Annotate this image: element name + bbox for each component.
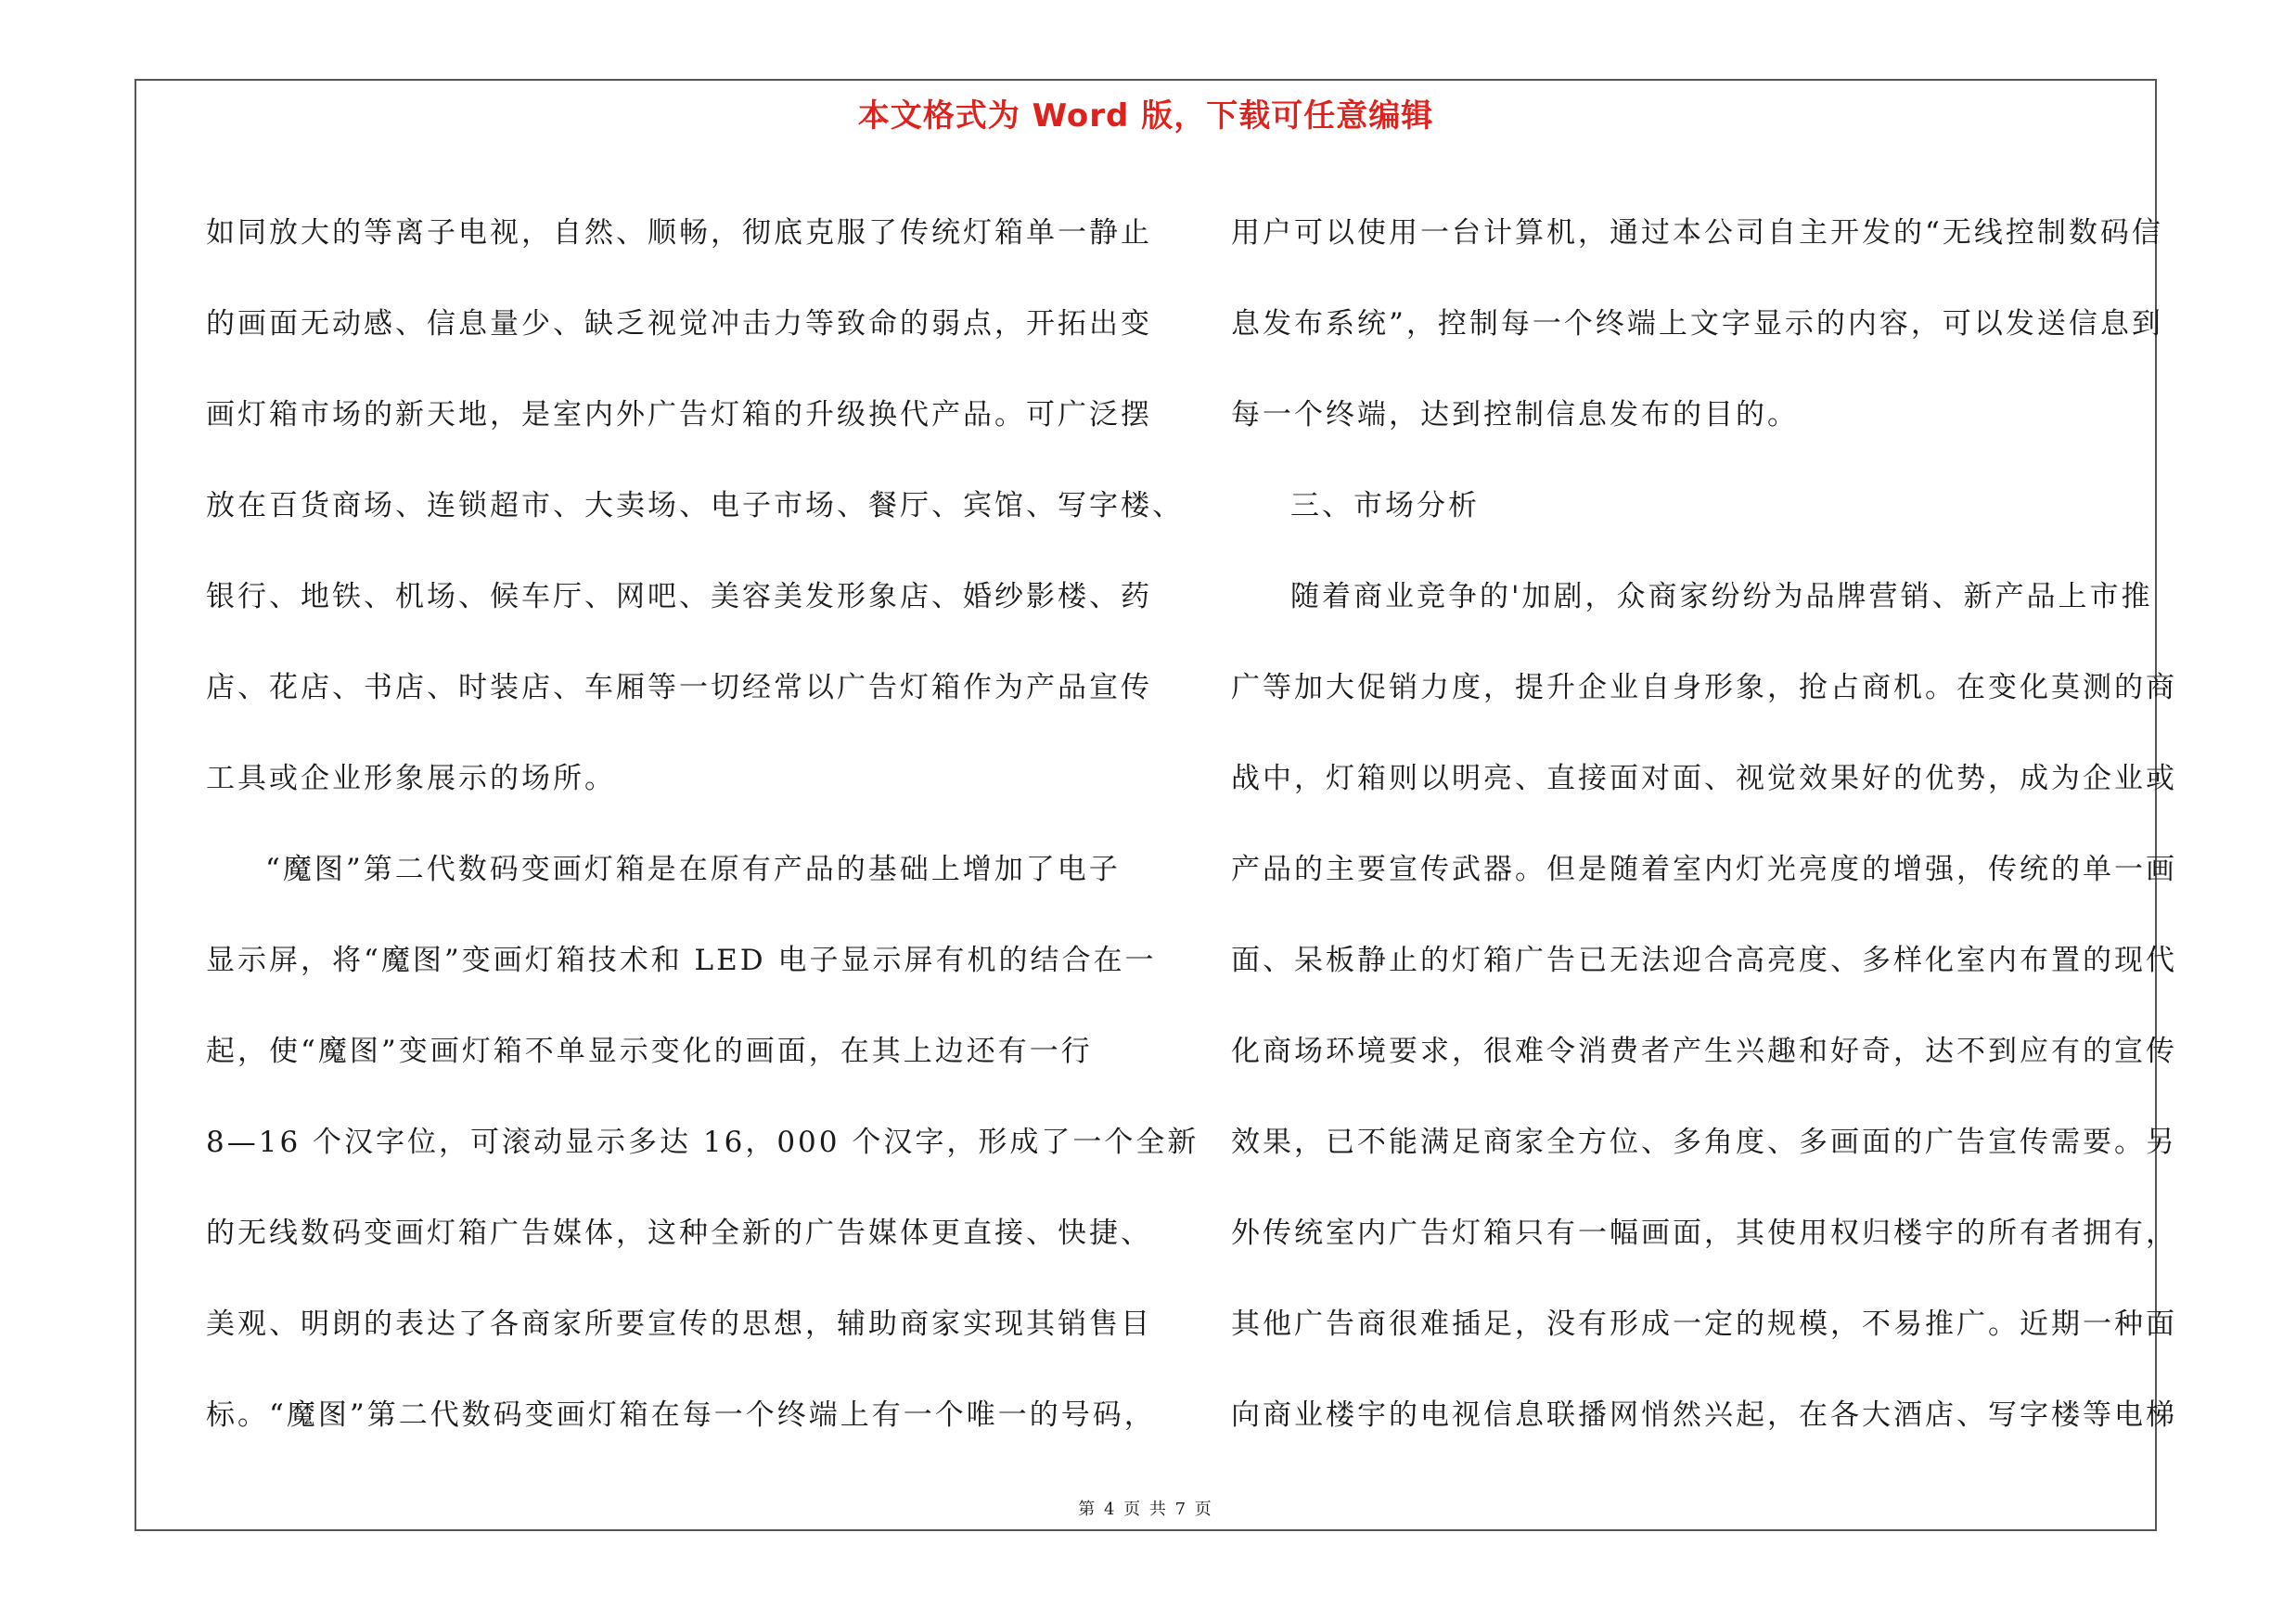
page-number-footer: 第 4 页 共 7 页: [1078, 1500, 1213, 1519]
text-line: 用户可以使用一台计算机，通过本公司自主开发的“无线控制数码信: [1231, 216, 2163, 250]
text-line: 美观、明朗的表达了各商家所要宣传的思想，辅助商家实现其销售目: [206, 1307, 1152, 1341]
right-column: [1231, 187, 2177, 1461]
page-frame: [135, 79, 2177, 1531]
text-line: 画灯箱市场的新天地，是室内外广告灯箱的升级换代产品。可广泛摆: [206, 398, 1152, 432]
text-line: 广等加大促销力度，提升企业自身形象，抢占商机。在变化莫测的商: [1231, 671, 2177, 704]
text-line: 显示屏，将“魔图”变画灯箱技术和 LED 电子显示屏有机的结合在一: [206, 944, 1157, 977]
text-line paragraph-start: 随着商业竞争的'加剧，众商家纷纷为品牌营销、新产品上市推: [1290, 580, 2153, 613]
text-line: 面、呆板静止的灯箱广告已无法迎合高亮度、多样化室内布置的现代: [1231, 944, 2177, 977]
text-line: 标。“魔图”第二代数码变画灯箱在每一个终端上有一个唯一的号码，: [206, 1398, 1156, 1432]
text-line: 起，使“魔图”变画灯箱不单显示变化的画面，在其上边还有一行: [206, 1035, 1093, 1068]
text-line: 工具或企业形象展示的场所。: [206, 762, 616, 795]
text-line: 外传统室内广告灯箱只有一幅画面，其使用权归楼宇的所有者拥有，: [1231, 1217, 2177, 1250]
text-line: 8—16 个汉字位，可滚动显示多达 16，000 个汉字，形成了一个全新: [206, 1126, 1199, 1159]
page-header-title: 本文格式为 Word 版，下载可任意编辑: [857, 97, 1434, 135]
text-line: 放在百货商场、连锁超市、大卖场、电子市场、餐厅、宾馆、写字楼、: [206, 489, 1184, 522]
section-heading: 三、市场分析: [1290, 489, 1480, 522]
text-line: 如同放大的等离子电视，自然、顺畅，彻底克服了传统灯箱单一静止: [206, 216, 1152, 250]
text-line: 战中，灯箱则以明亮、直接面对面、视觉效果好的优势，成为企业或: [1231, 762, 2177, 795]
text-line: 其他广告商很难插足，没有形成一定的规模，不易推广。近期一种面: [1231, 1307, 2177, 1341]
text-line: 的画面无动感、信息量少、缺乏视觉冲击力等致命的弱点，开拓出变: [206, 307, 1152, 341]
text-line: 化商场环境要求，很难令消费者产生兴趣和好奇，达不到应有的宣传: [1231, 1035, 2177, 1068]
text-line: 效果，已不能满足商家全方位、多角度、多画面的广告宣传需要。另: [1231, 1126, 2177, 1159]
left-column: [206, 187, 1199, 1461]
text-line: 店、花店、书店、时装店、车厢等一切经常以广告灯箱作为产品宣传: [206, 671, 1152, 704]
text-line: 息发布系统”，控制每一个终端上文字显示的内容，可以发送信息到: [1231, 307, 2163, 341]
text-line paragraph-start: “魔图”第二代数码变画灯箱是在原有产品的基础上增加了电子: [265, 853, 1121, 886]
text-line: 的无线数码变画灯箱广告媒体，这种全新的广告媒体更直接、快捷、: [206, 1217, 1152, 1250]
text-line: 每一个终端，达到控制信息发布的目的。: [1231, 398, 1799, 432]
text-line: 产品的主要宣传武器。但是随着室内灯光亮度的增强，传统的单一画: [1231, 853, 2177, 886]
text-line: 向商业楼宇的电视信息联播网悄然兴起，在各大酒店、写字楼等电梯: [1231, 1398, 2177, 1432]
text-line: 银行、地铁、机场、候车厅、网吧、美容美发形象店、婚纱影楼、药: [206, 580, 1152, 613]
